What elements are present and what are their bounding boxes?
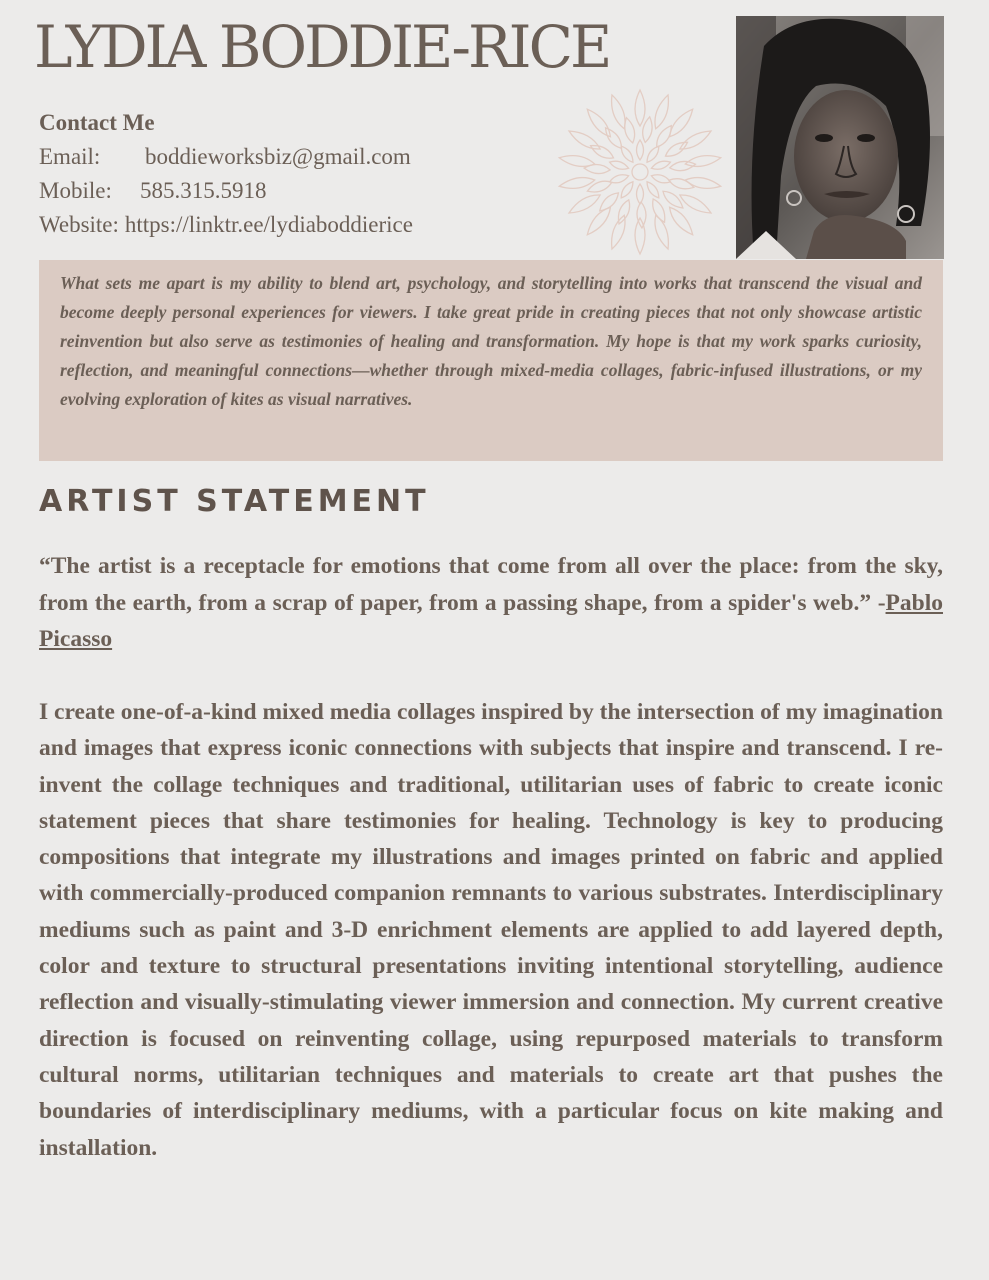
contact-block [39, 106, 413, 242]
mobile-row [39, 174, 413, 208]
website-label: Website: [39, 212, 119, 237]
email-row [39, 140, 413, 174]
website-row [39, 208, 413, 242]
quote-text: “The artist is a receptacle for emotions that come from all over the place: from the sky, from the earth, from a scrap of paper, from a passing shape, from a spider's web.” - [39, 553, 943, 616]
email-value[interactable]: boddieworksbiz@gmail.com [145, 144, 411, 169]
flower-decoration-icon [540, 80, 740, 260]
intro-callout [39, 260, 943, 461]
mobile-value[interactable]: 585.315.5918 [140, 178, 267, 203]
statement-body: I create one-of-a-kind mixed media collages inspired by the intersection of my imagination and images that express iconic connections with subjects that inspire and transcend. I re-invent the collage techniques and traditional, utilitarian uses of fabric to create iconic statement pieces that share testimonies for healing. Technology is key to producing compositions that integrate my illustrations and images printed on fabric and applied with commercially-produced companion remnants to various substrates. Interdisciplinary mediums such as paint and 3-D enrichment elements are applied to add layered depth, color and texture to structural presentations inviting intentional storytelling, audience reflection and visually-stimulating viewer immersion and connection. My current creative direction is focused on reinventing collage, using repurposed materials to transform cultural norms, utilitarian techniques and materials to create art that pushes the boundaries of interdisciplinary mediums, with a particular focus on kite making and installation. [39, 699, 943, 1161]
email-label: Email: [39, 144, 101, 169]
website-link[interactable]: https://linktr.ee/lydiaboddierice [124, 212, 413, 237]
portrait-photo [736, 16, 944, 259]
section-title: ARTIST STATEMENT [39, 484, 430, 519]
portrait-illustration [736, 16, 944, 259]
mobile-label: Mobile: [39, 178, 112, 203]
picasso-quote [39, 548, 943, 658]
intro-callout-text: What sets me apart is my ability to blend art, psychology, and storytelling into works that transcend the visual and become deeply personal experiences for viewers. I take great pride in creating pieces that not only showcase artistic reinvention but also serve as testimonies of healing and transformation. My hope is that my work sparks curiosity, reflection, and meaningful connections—whether through mixed-media collages, fabric-infused illustrations, or my evolving exploration of kites as visual narratives. [60, 273, 922, 409]
quote-author-link[interactable]: Pablo Picasso [39, 589, 943, 652]
artist-name: LYDIA BODDIE-RICE [34, 13, 610, 81]
contact-heading: Contact Me [39, 110, 155, 135]
